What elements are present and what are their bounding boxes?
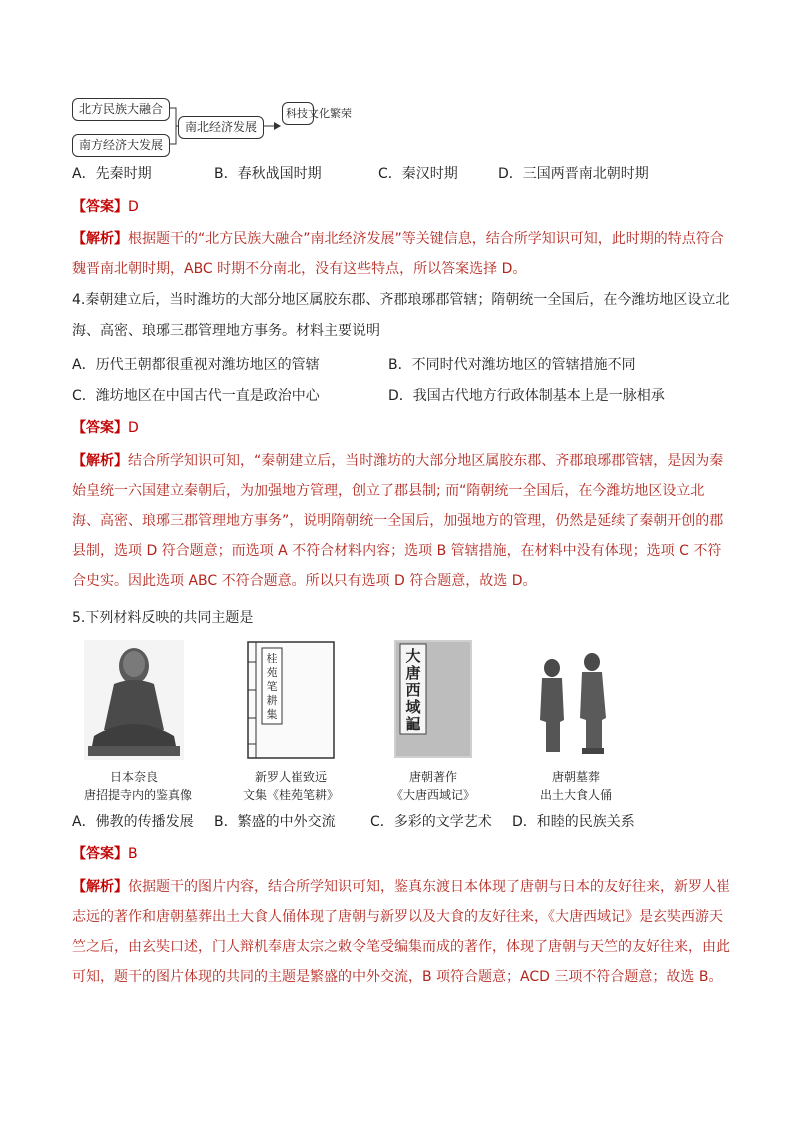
picture1-caption-line2: 唐招提寺内的鉴真像 [84,788,193,802]
diagram-box-south: 南方经济大发展 [72,134,170,157]
picture3-caption-line2: 《大唐西域记》 [390,788,475,802]
q3-answer [72,197,139,217]
q4-option-c: C．潍坊地区在中国古代一直是政治中心 [72,388,320,404]
q3-analysis [72,224,732,284]
q4-option-d: D．我国古代地方行政体制基本上是一脉相承 [388,388,665,404]
concept-diagram [70,96,370,156]
picture3-caption-line1: 唐朝著作 [408,770,457,784]
q5-answer [72,844,138,864]
q3-option-d: D．三国两晋南北朝时期 [498,166,649,182]
datang-book-title: 大唐西域記 [405,647,421,733]
q5-option-c: C．多彩的文学艺术 [370,814,492,830]
jianzhen-statue-image [84,640,184,760]
q4-option-a: A．历代王朝都很重视对潍坊地区的管辖 [72,357,320,373]
answer-label: 【答案】 [72,846,128,862]
diagram-box-culture: 科技文化繁荣 [282,102,314,125]
q3-option-c: C．秦汉时期 [378,166,458,182]
q3-option-a: A．先秦时期 [72,166,152,182]
q4-answer [72,418,139,438]
picture1-caption [84,768,193,804]
q5-analysis [72,872,732,992]
analysis-text: 结合所学知识可知，“秦朝建立后，当时潍坊的大部分地区属胶东郡、齐郡琅琊郡管辖，是因为秦始皇统一六国建立秦朝后，为加强地方管理，创立了郡县制; 而“隋朝统一全国后，在今潍坊地区设立北海、高密、琅琊三郡管理地方事务”，说明隋朝统一全国后，加强地方的管理，仍然是延续了秦朝开创的郡县制，选项 D 符合题意；而选项 A 不符合材料内容；选项 B 管辖措施，在材料中没有体现；选项 C 不符合史实。因此选项 ABC 不符合题意。所以只有选项 D 符合题意，故选 D。 [72,453,724,589]
picture4-caption-line2: 出土大食人俑 [539,788,612,802]
picture1-caption-line1: 日本奈良 [109,770,158,784]
q4-analysis [72,446,732,596]
analysis-label: 【解析】 [72,879,128,895]
q5-option-a: A．佛教的传播发展 [72,814,194,830]
guiyuan-bigeng-book-image [246,640,336,760]
picture4-caption-line1: 唐朝墓葬 [551,770,600,784]
answer-label: 【答案】 [72,199,128,215]
picture4-caption [516,768,636,804]
picture3-caption [372,768,494,804]
analysis-text: 根据题干的“北方民族大融合”南北经济发展”等关键信息，结合所学知识可知，此时期的特点符合魏晋南北朝时期，ABC 时期不分南北，没有这些特点，所以答案选择 D。 [72,231,724,277]
q5-stem: 5.下列材料反映的共同主题是 [72,610,254,626]
q5-option-d: D．和睦的民族关系 [512,814,635,830]
q3-option-b: B．春秋战国时期 [214,166,322,182]
answer-label: 【答案】 [72,420,128,436]
diagram-box-economy: 南北经济发展 [178,116,264,139]
picture2-caption-line2: 文集《桂苑笔耕》 [242,788,339,802]
picture2-caption-line1: 新罗人崔致远 [254,770,327,784]
analysis-label: 【解析】 [72,231,128,247]
q4-option-b: B．不同时代对潍坊地区的管辖措施不同 [388,357,636,373]
diagram-box-north: 北方民族大融合 [72,98,170,121]
q4-stem-line1: 4.秦朝建立后，当时潍坊的大部分地区属胶东郡、齐郡琅琊郡管辖；隋朝统一全国后，在今潍坊地区设立北 [72,292,730,308]
answer-value: D [128,420,139,436]
q5-option-b: B．繁盛的中外交流 [214,814,336,830]
q4-stem-line2: 海、高密、琅琊三郡管理地方事务。材料主要说明 [72,323,380,339]
analysis-text: 依据题干的图片内容，结合所学知识可知，鉴真东渡日本体现了唐朝与日本的友好往来，新罗人崔志远的著作和唐朝墓葬出土大食人俑体现了唐朝与新罗以及大食的友好往来，《大唐西域记》是玄奘西游天竺之后，由玄奘口述，门人辩机奉唐太宗之敕令笔受编集而成的著作，体现了唐朝与天竺的友好往来，由此可知，题干的图片体现的共同的主题是繁盛的中外交流，B 项符合题意；ACD 三项不符合题意；故选 B。 [72,879,730,985]
answer-value: D [128,199,139,215]
dashi-figurines-image [530,640,620,760]
picture2-caption [226,768,356,804]
analysis-label: 【解析】 [72,453,128,469]
answer-value: B [128,846,138,862]
guiyuan-book-title: 桂苑笔耕集 [266,652,278,721]
